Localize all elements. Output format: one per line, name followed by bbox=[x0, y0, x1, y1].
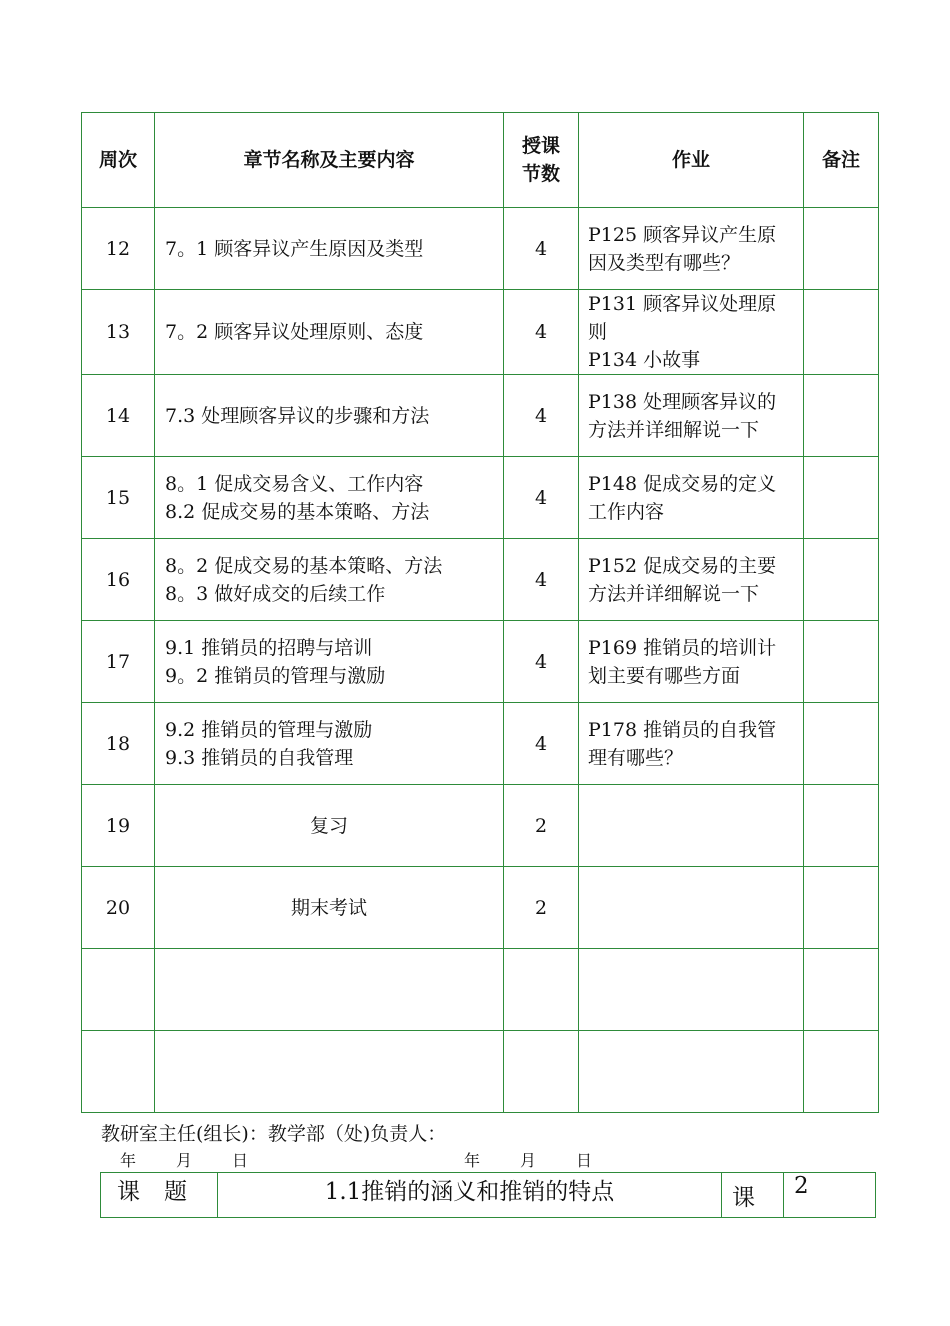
content-cell bbox=[155, 621, 504, 703]
homework-line: 工作内容 bbox=[588, 500, 665, 523]
content-cell bbox=[155, 949, 504, 1031]
table-row bbox=[82, 785, 879, 867]
content-cell bbox=[155, 457, 504, 539]
header-hours bbox=[504, 113, 579, 208]
table-row bbox=[82, 208, 879, 290]
homework-cell bbox=[579, 375, 804, 457]
hours-cell: 4 bbox=[504, 621, 579, 703]
homework-cell bbox=[579, 867, 804, 949]
header-week: 周次 bbox=[82, 113, 155, 208]
content-line: 7.3 处理顾客异议的步骤和方法 bbox=[165, 404, 430, 427]
table-row bbox=[82, 1031, 879, 1113]
hours-cell: 4 bbox=[504, 375, 579, 457]
table-row bbox=[82, 703, 879, 785]
week-cell: 19 bbox=[82, 785, 155, 867]
course-row bbox=[101, 1173, 876, 1218]
hours-cell: 2 bbox=[504, 867, 579, 949]
homework-line: 方法并详细解说一下 bbox=[588, 582, 760, 605]
header-homework: 作业 bbox=[579, 113, 804, 208]
homework-line: P169 推销员的培训计 bbox=[588, 636, 777, 659]
week-cell: 12 bbox=[82, 208, 155, 290]
content-line: 8.2 促成交易的基本策略、方法 bbox=[165, 500, 430, 523]
date2-year: 年 bbox=[464, 1151, 481, 1170]
content-cell bbox=[155, 208, 504, 290]
homework-cell bbox=[579, 457, 804, 539]
week-cell: 16 bbox=[82, 539, 155, 621]
table-row bbox=[82, 457, 879, 539]
content-line: 7。2 顾客异议处理原则、态度 bbox=[165, 321, 424, 343]
header-hours-line1: 授课 bbox=[521, 135, 560, 157]
homework-cell bbox=[579, 539, 804, 621]
remarks-cell bbox=[804, 375, 879, 457]
table-row bbox=[82, 539, 879, 621]
homework-cell bbox=[579, 1031, 804, 1113]
remarks-cell bbox=[804, 867, 879, 949]
content-cell bbox=[155, 290, 504, 375]
week-cell bbox=[82, 1031, 155, 1113]
table-row bbox=[82, 621, 879, 703]
header-hours-line2: 节数 bbox=[521, 163, 560, 185]
content-cell bbox=[155, 375, 504, 457]
remarks-cell bbox=[804, 539, 879, 621]
remarks-cell bbox=[804, 785, 879, 867]
homework-line: P125 顾客异议产生原 bbox=[588, 223, 777, 246]
table-row bbox=[82, 290, 879, 375]
table-row bbox=[82, 867, 879, 949]
content-line: 9.2 推销员的管理与激励 bbox=[165, 718, 373, 741]
teaching-schedule-table bbox=[81, 112, 879, 1113]
homework-line: P152 促成交易的主要 bbox=[588, 554, 777, 577]
content-line: 8。2 促成交易的基本策略、方法 bbox=[165, 554, 443, 577]
week-cell: 14 bbox=[82, 375, 155, 457]
week-cell: 18 bbox=[82, 703, 155, 785]
homework-cell bbox=[579, 621, 804, 703]
week-cell: 13 bbox=[82, 290, 155, 375]
course-info-table bbox=[100, 1172, 876, 1218]
homework-line: 因及类型有哪些？ bbox=[588, 251, 741, 274]
date1-day: 日 bbox=[232, 1151, 249, 1170]
date2-month: 月 bbox=[520, 1151, 537, 1170]
content-line: 9。2 推销员的管理与激励 bbox=[165, 664, 386, 687]
hours-cell: 2 bbox=[504, 785, 579, 867]
table-row bbox=[82, 375, 879, 457]
hours-cell: 4 bbox=[504, 457, 579, 539]
content-line: 9.3 推销员的自我管理 bbox=[165, 746, 354, 769]
homework-line: P134 小故事 bbox=[588, 349, 701, 371]
content-line: 复习 bbox=[309, 814, 348, 837]
homework-line: 理有哪些？ bbox=[588, 746, 684, 769]
date2-day: 日 bbox=[576, 1151, 593, 1170]
hours-cell: 4 bbox=[504, 703, 579, 785]
table-row bbox=[82, 949, 879, 1031]
course-topic-title: 1.1推销的涵义和推销的特点 bbox=[218, 1173, 722, 1218]
header-content: 章节名称及主要内容 bbox=[155, 113, 504, 208]
date1-year: 年 bbox=[120, 1151, 137, 1170]
hours-cell: 4 bbox=[504, 290, 579, 375]
remarks-cell bbox=[804, 208, 879, 290]
remarks-cell bbox=[804, 949, 879, 1031]
homework-line: 则 bbox=[588, 321, 608, 343]
hours-cell: 4 bbox=[504, 539, 579, 621]
date1-month: 月 bbox=[176, 1151, 193, 1170]
course-hours-value: 2 bbox=[784, 1173, 876, 1218]
homework-line: P138 处理顾客异议的 bbox=[588, 390, 777, 413]
course-hours-label: 课 bbox=[722, 1173, 784, 1218]
week-cell: 20 bbox=[82, 867, 155, 949]
week-cell: 17 bbox=[82, 621, 155, 703]
homework-line: P178 推销员的自我管 bbox=[588, 718, 777, 741]
content-cell bbox=[155, 785, 504, 867]
homework-cell bbox=[579, 290, 804, 375]
week-cell: 15 bbox=[82, 457, 155, 539]
content-line: 8。3 做好成交的后续工作 bbox=[165, 582, 386, 605]
content-line: 7。1 顾客异议产生原因及类型 bbox=[165, 237, 424, 260]
homework-cell bbox=[579, 785, 804, 867]
homework-cell bbox=[579, 949, 804, 1031]
remarks-cell bbox=[804, 621, 879, 703]
homework-line: 方法并详细解说一下 bbox=[588, 418, 760, 441]
remarks-cell bbox=[804, 290, 879, 375]
content-line: 8。1 促成交易含义、工作内容 bbox=[165, 472, 424, 495]
content-line: 9.1 推销员的招聘与培训 bbox=[165, 636, 373, 659]
content-cell bbox=[155, 1031, 504, 1113]
content-cell bbox=[155, 539, 504, 621]
remarks-cell bbox=[804, 457, 879, 539]
header-remarks: 备注 bbox=[804, 113, 879, 208]
course-topic-label: 课题 bbox=[101, 1173, 218, 1218]
date-line bbox=[120, 1148, 840, 1170]
homework-line: P148 促成交易的定义 bbox=[588, 472, 777, 495]
remarks-cell bbox=[804, 1031, 879, 1113]
homework-cell bbox=[579, 703, 804, 785]
content-cell bbox=[155, 703, 504, 785]
table-body bbox=[82, 208, 879, 1113]
homework-line: P131 顾客异议处理原 bbox=[588, 293, 777, 315]
homework-line: 划主要有哪些方面 bbox=[588, 664, 741, 687]
table-header-row bbox=[82, 113, 879, 208]
remarks-cell bbox=[804, 703, 879, 785]
hours-cell bbox=[504, 1031, 579, 1113]
hours-cell: 4 bbox=[504, 208, 579, 290]
signature-line: 教研室主任(组长)：教学部（处)负责人： bbox=[101, 1123, 447, 1145]
content-line: 期末考试 bbox=[290, 896, 367, 919]
homework-cell bbox=[579, 208, 804, 290]
hours-cell bbox=[504, 949, 579, 1031]
content-cell bbox=[155, 867, 504, 949]
week-cell bbox=[82, 949, 155, 1031]
